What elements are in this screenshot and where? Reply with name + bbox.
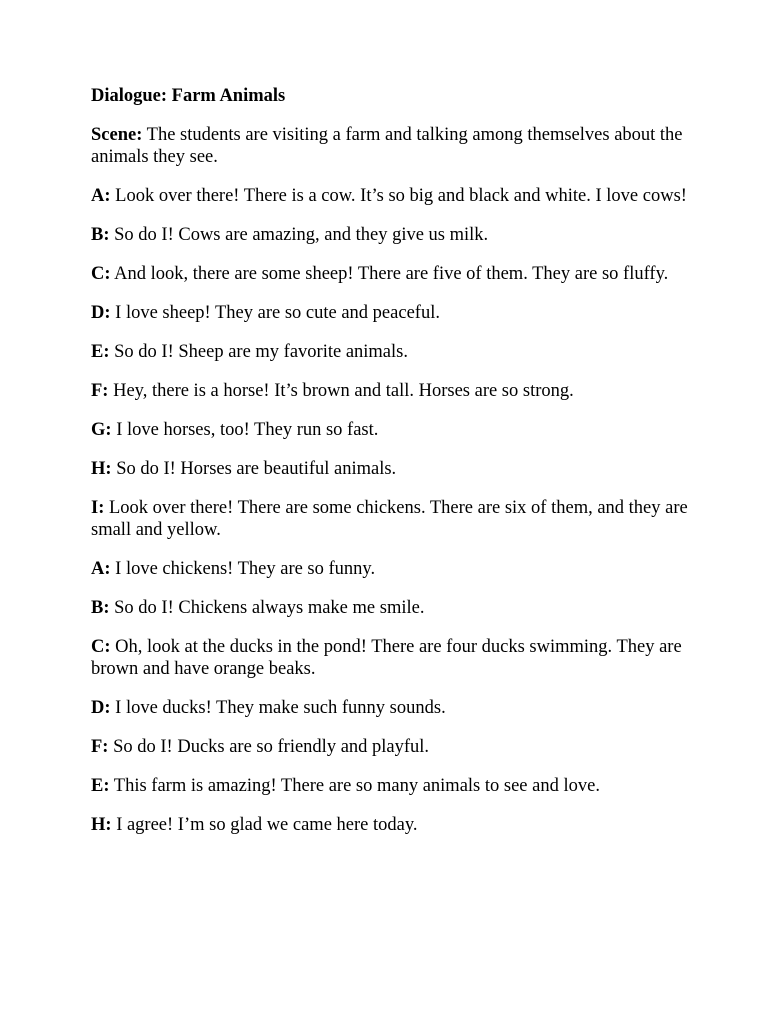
dialogue-line	[91, 263, 691, 285]
line-text: And look, there are some sheep! There are five of them. They are so fluffy.	[110, 264, 669, 284]
line-text: I love sheep! They are so cute and peaceful.	[110, 303, 440, 323]
dialogue-line	[91, 302, 691, 324]
scene-text: The students are visiting a farm and talking among themselves about the animals they see.	[91, 125, 683, 167]
dialogue-line	[91, 380, 691, 402]
speaker-label: G:	[91, 420, 112, 440]
speaker-label: H:	[91, 815, 112, 835]
line-text: So do I! Ducks are so friendly and playful.	[108, 737, 430, 757]
scene-label: Scene:	[91, 125, 143, 145]
dialogue-line	[91, 597, 691, 619]
dialogue-line	[91, 697, 691, 719]
dialogue-line	[91, 224, 691, 246]
line-text: I love ducks! They make such funny sounds.	[110, 698, 446, 718]
line-text: This farm is amazing! There are so many animals to see and love.	[109, 776, 600, 796]
speaker-label: B:	[91, 225, 110, 245]
dialogue-line	[91, 814, 691, 836]
line-text: I love chickens! They are so funny.	[110, 559, 376, 579]
dialogue-line	[91, 458, 691, 480]
speaker-label: A:	[91, 186, 111, 206]
speaker-label: B:	[91, 598, 110, 618]
dialogue-line	[91, 185, 691, 207]
document-title: Dialogue: Farm Animals	[91, 86, 286, 106]
line-text: I agree! I’m so glad we came here today.	[111, 815, 418, 835]
speaker-label: C:	[91, 264, 111, 284]
line-text: Look over there! There is a cow. It’s so big and black and white. I love cows!	[110, 186, 687, 206]
dialogue-line	[91, 558, 691, 580]
speaker-label: F:	[91, 381, 109, 401]
dialogue-line	[91, 775, 691, 797]
speaker-label: I:	[91, 498, 105, 518]
speaker-label: A:	[91, 559, 111, 579]
speaker-label: D:	[91, 698, 111, 718]
line-text: So do I! Chickens always make me smile.	[109, 598, 425, 618]
dialogue-line	[91, 341, 691, 363]
speaker-label: C:	[91, 637, 111, 657]
line-text: Look over there! There are some chickens. There are six of them, and they are small and yellow.	[91, 498, 688, 540]
line-text: I love horses, too! They run so fast.	[111, 420, 379, 440]
dialogue-line	[91, 636, 691, 680]
document-page	[91, 85, 691, 853]
line-text: So do I! Cows are amazing, and they give us milk.	[109, 225, 489, 245]
speaker-label: D:	[91, 303, 111, 323]
line-text: Oh, look at the ducks in the pond! There are four ducks swimming. They are brown and have orange beaks.	[91, 637, 682, 679]
dialogue-line	[91, 497, 691, 541]
dialogue-line	[91, 419, 691, 441]
scene-paragraph	[91, 124, 691, 168]
speaker-label: E:	[91, 776, 110, 796]
line-text: Hey, there is a horse! It’s brown and tall. Horses are so strong.	[108, 381, 574, 401]
line-text: So do I! Horses are beautiful animals.	[111, 459, 397, 479]
speaker-label: H:	[91, 459, 112, 479]
line-text: So do I! Sheep are my favorite animals.	[109, 342, 408, 362]
dialogue-line	[91, 736, 691, 758]
speaker-label: F:	[91, 737, 109, 757]
speaker-label: E:	[91, 342, 110, 362]
